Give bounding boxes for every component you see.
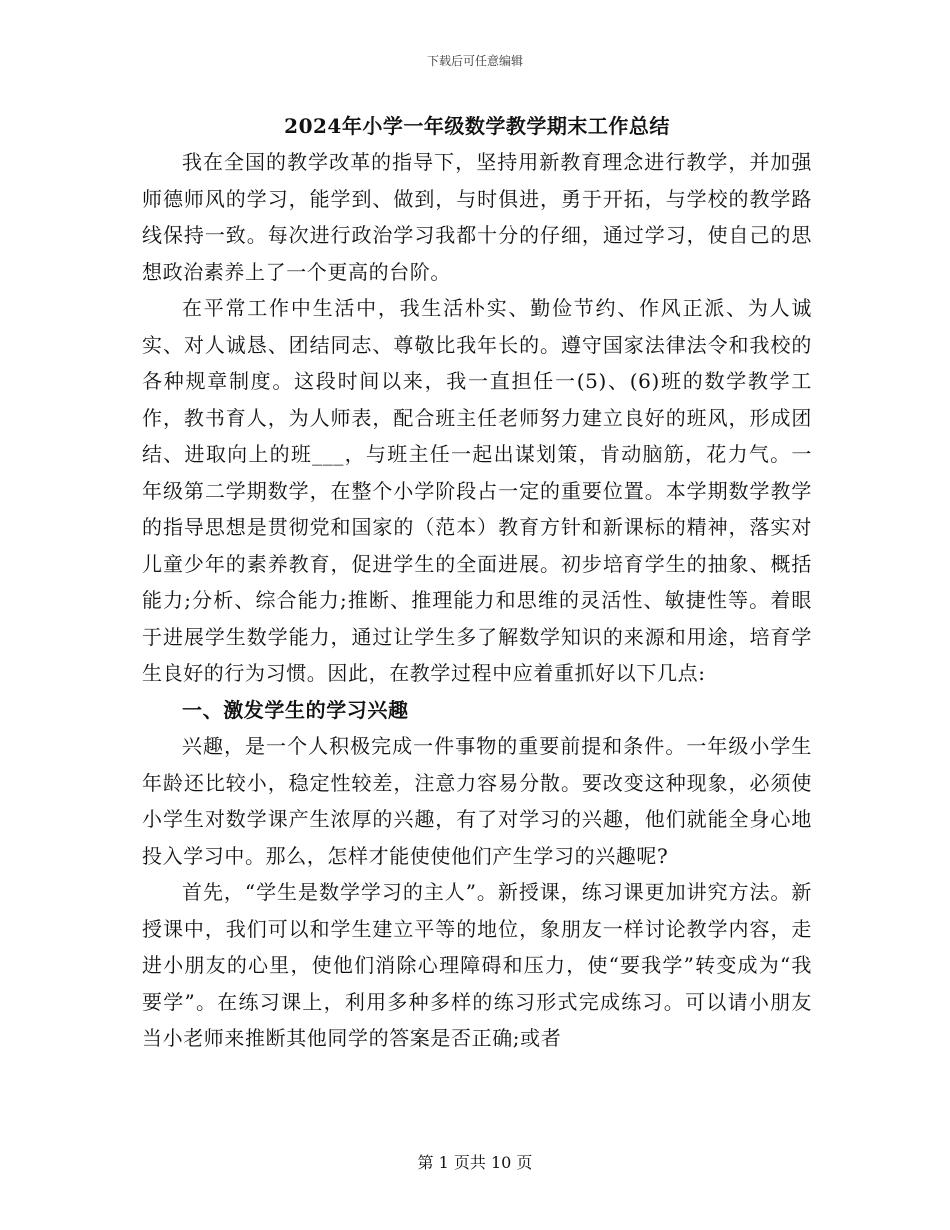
paragraph-interest: 兴趣，是一个人积极完成一件事物的重要前提和条件。一年级小学生年龄还比较小，稳定性较差，注意力容易分散。要改变这种现象，必须使小学生对数学课产生浓厚的兴趣，有了对学习的兴趣，他们就能全身心地投入学习中。那么，怎样才能使使他们产生学习的兴趣呢? [142, 734, 812, 868]
paragraph-intro: 我在全国的教学改革的指导下，坚持用新教育理念进行教学，并加强师德师风的学习，能学到、做到，与时俱进，勇于开拓，与学校的教学路线保持一致。每次进行政治学习我都十分的仔细，通过学习，使自己的思想政治素养上了一个更高的台阶。 [142, 150, 812, 284]
page-number: 第 1 页共 10 页 [417, 1153, 533, 1172]
section-heading: 一、激发学生的学习兴趣 [182, 697, 409, 722]
paragraph-work-life: 在平常工作中生活中，我生活朴实、勤俭节约、作风正派、为人诚实、对人诚恳、团结同志、尊敬比我年长的。遵守国家法律法令和我校的各种规章制度。这段时间以来，我一直担任一(5)、(6)班的数学教学工作，教书育人，为人师表，配合班主任老师努力建立良好的班风，形成团结、进取向上的班___，与班主任一起出谋划策，肯动脑筋，花力气。一年级第二学期数学，在整个小学阶段占一定的重要位置。本学期数学教学的指导思想是贯彻党和国家的（范本）教育方针和新课标的精神，落实对儿童少年的素养教育，促进学生的全面进展。初步培育学生的抽象、概括能力;分析、综合能力;推断、推理能力和思维的灵活性、敏捷性等。着眼于进展学生数学能力，通过让学生多了解数学知识的来源和用途，培育学生良好的行为习惯。因此，在教学过程中应着重抓好以下几点: [142, 296, 812, 685]
paragraph-methods: 首先，“学生是数学学习的主人”。新授课，练习课更加讲究方法。新授课中，我们可以和学生建立平等的地位，象朋友一样讨论教学内容，走进小朋友的心里，使他们消除心理障碍和压力，使“要我学”转变成为“我要学”。在练习课上，利用多种多样的练习形式完成练习。可以请小朋友当小老师来推断其他同学的答案是否正确;或者 [142, 880, 812, 1050]
document-body [142, 108, 812, 1057]
download-note: 下载后可任意编辑 [426, 54, 523, 68]
document-title: 2024年小学一年级数学教学期末工作总结 [284, 114, 670, 138]
